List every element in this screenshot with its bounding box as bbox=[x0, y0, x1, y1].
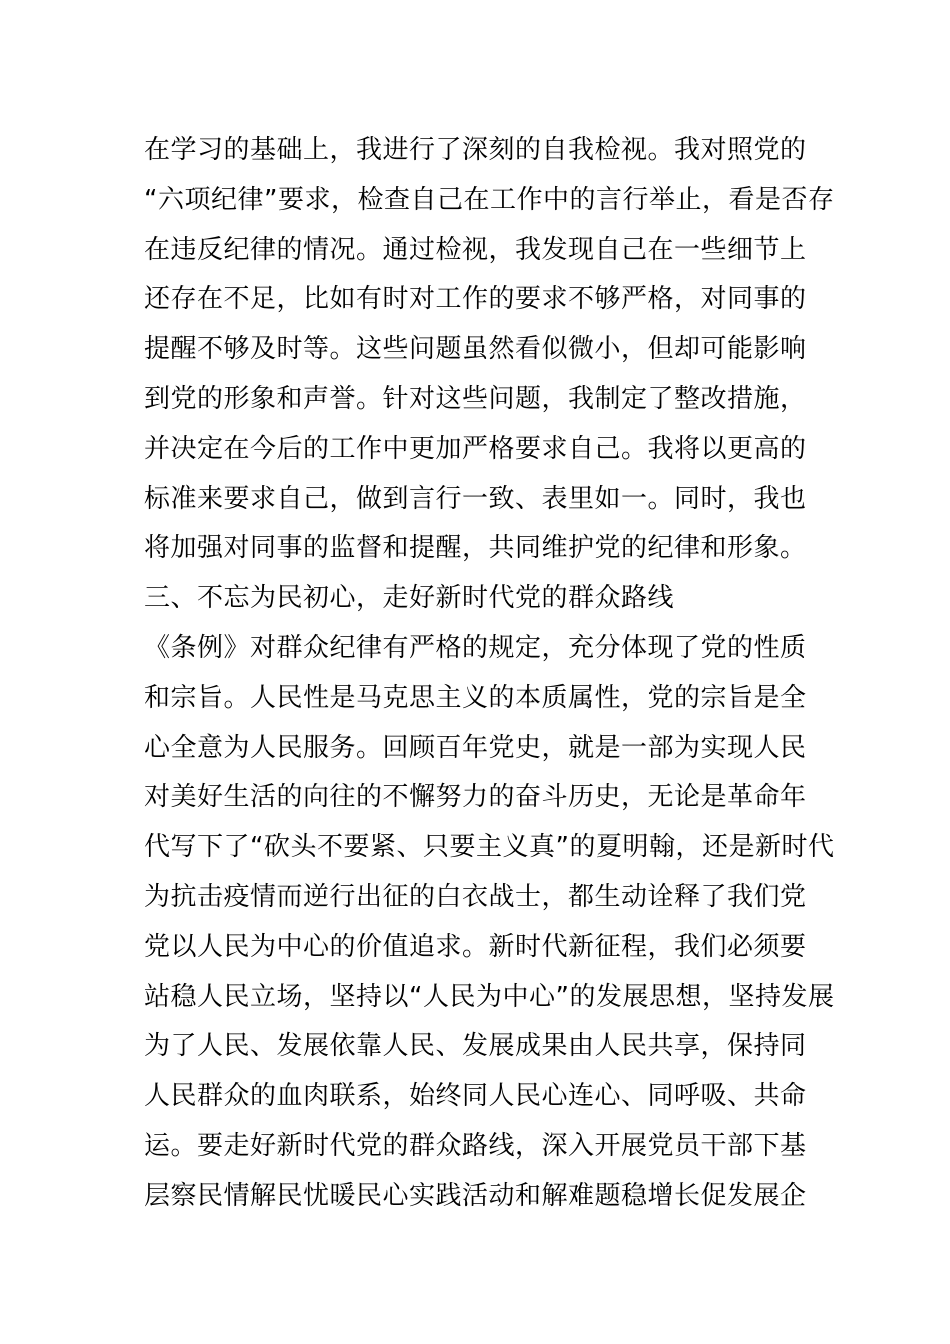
text-line: 为了人民、发展依靠人民、发展成果由人民共享，保持同 bbox=[144, 1031, 807, 1062]
text-line: 在学习的基础上，我进行了深刻的自我检视。我对照党的 bbox=[144, 135, 807, 165]
text-line: 还存在不足，比如有时对工作的要求不够严格，对同事的 bbox=[144, 284, 807, 315]
text-line: 心全意为人民服务。回顾百年党史，就是一部为实现人民 bbox=[144, 732, 807, 763]
section-heading: 三、不忘为民初心，走好新时代党的群众路线 bbox=[144, 583, 675, 614]
text-line: 在违反纪律的情况。通过检视，我发现自己在一些细节上 bbox=[144, 234, 807, 265]
text-line: 站稳人民立场，坚持以“人民为中心”的发展思想，坚持发展 bbox=[144, 981, 835, 1012]
text-line: “六项纪律”要求，检查自己在工作中的言行举止，看是否存 bbox=[144, 184, 835, 215]
text-line: 人民群众的血肉联系，始终同人民心连心、同呼吸、共命 bbox=[144, 1081, 807, 1112]
body-text bbox=[144, 126, 835, 1222]
text-line: 党以人民为中心的价值追求。新时代新征程，我们必须要 bbox=[144, 931, 807, 962]
text-line: 对美好生活的向往的不懈努力的奋斗历史，无论是革命年 bbox=[144, 782, 807, 813]
text-line: 层察民情解民忧暖民心实践活动和解难题稳增长促发展企 bbox=[144, 1180, 807, 1211]
text-line: 到党的形象和声誉。针对这些问题，我制定了整改措施， bbox=[144, 383, 807, 414]
text-line: 并决定在今后的工作中更加严格要求自己。我将以更高的 bbox=[144, 433, 807, 464]
text-line: 将加强对同事的监督和提醒，共同维护党的纪律和形象。 bbox=[144, 533, 807, 564]
text-line: 提醒不够及时等。这些问题虽然看似微小，但却可能影响 bbox=[144, 334, 807, 365]
text-line: 《条例》对群众纪律有严格的规定，充分体现了党的性质 bbox=[144, 632, 807, 663]
text-line: 为抗击疫情而逆行出征的白衣战士，都生动诠释了我们党 bbox=[144, 881, 807, 912]
text-line: 代写下了“砍头不要紧、只要主义真”的夏明翰，还是新时代 bbox=[144, 832, 835, 863]
text-line: 标准来要求自己，做到言行一致、表里如一。同时，我也 bbox=[144, 483, 807, 514]
text-line: 运。要走好新时代党的群众路线，深入开展党员干部下基 bbox=[144, 1130, 807, 1161]
text-line: 和宗旨。人民性是马克思主义的本质属性，党的宗旨是全 bbox=[144, 682, 807, 713]
